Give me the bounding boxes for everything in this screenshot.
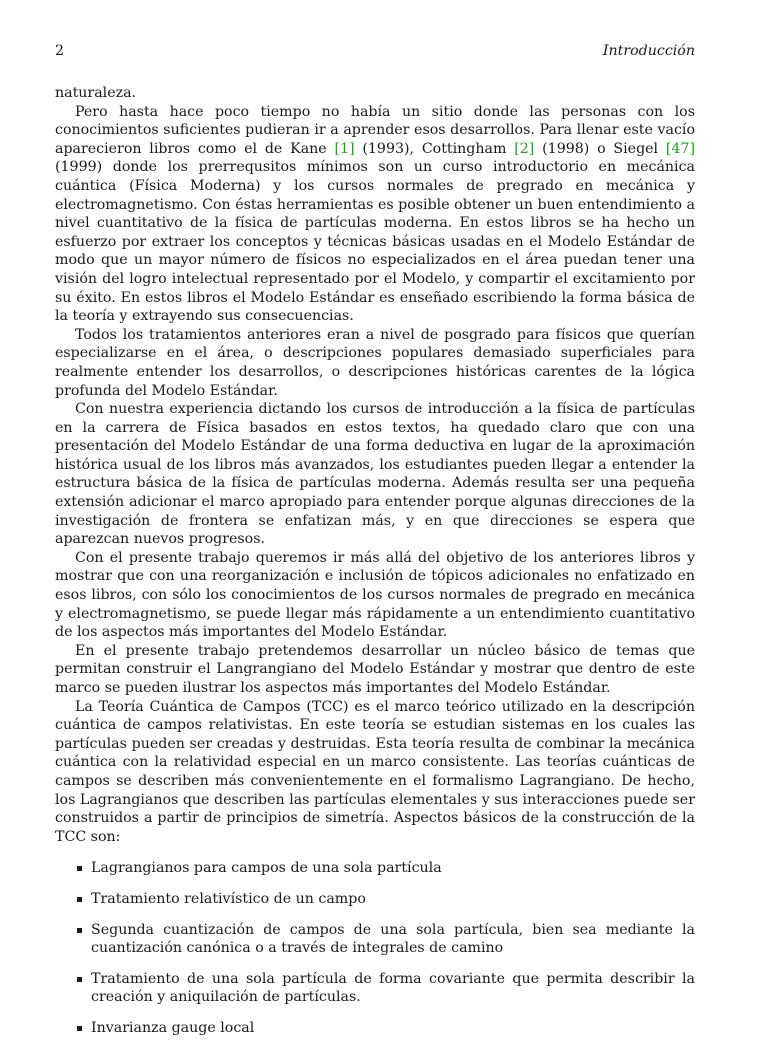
paragraph xyxy=(55,326,695,400)
paragraph xyxy=(55,84,695,103)
bullet-icon xyxy=(77,1026,82,1031)
list-item-text: Tratamiento de una sola partícula de forma covariante que permita describir la creación y aniquilación de partículas. xyxy=(91,970,695,1006)
list-item-text: Lagrangianos para campos de una sola partícula xyxy=(91,860,442,877)
paragraph-text: La Teoría Cuántica de Campos (TCC) es el marco teórico utilizado en la descripción cuántica de campos relativistas. En este teoría se estudian sistemas en los cuales las partículas pueden ser creadas y destruidas. Esta teoría resulta de combinar la mecánica cuántica con la relatividad especial en un marco consistente. Las teorías cuánticas de campos se describen más convenientemente en el formalismo Lagrangiano. De hecho, los Lagrangianos que describen las partículas elementales y sus interacciones puede ser construidos a partir de principios de simetría. Aspectos básicos de la construcción de la TCC son: xyxy=(55,698,695,845)
paragraph-text: Pero hasta hace poco tiempo no había un sitio donde las personas con los conocimientos suficientes pudieran ir a aprender esos desarrollos. Para llenar este vacío aparecieron libros como el de Kane xyxy=(55,103,695,157)
paragraph-text: (1999) donde los prerrequsitos mínimos son un curso introductorio en mecánica cuántica (Física Moderna) y los cursos normales de pregrado en mecánica y electromagnetismo. Con éstas herramientas es posible obtener un buen entendimiento a nivel cuantitativo de la física de partículas moderna. En estos libros se ha hecho un esfuerzo por extraer los conceptos y técnicas básicas usadas en el Modelo Estándar de modo que un mayor número de físicos no especializados en el área puedan tener una visión del logro intelectual representado por el Modelo, y compartir el excitamiento por su éxito. En estos libros el Modelo Estándar es enseñado escribiendo la forma básica de la teoría y extrayendo sus consecuencias. xyxy=(55,159,695,325)
paragraph xyxy=(55,400,695,549)
list-item xyxy=(91,890,695,909)
citation-link[interactable]: [1] xyxy=(334,140,355,157)
paragraph xyxy=(55,642,695,698)
list-item-text: Invarianza gauge local xyxy=(91,1019,255,1036)
paragraph xyxy=(55,549,695,642)
paragraph-text: Con el presente trabajo queremos ir más allá del objetivo de los anteriores libros y mostrar que con una reorganización e inclusión de tópicos adicionales no enfatizado en esos libros, con sólo los conocimientos de los cursos normales de pregrado en mecánica y electromagnetismo, se puede llegar más rápidamente a un entendimiento cuantitativo de los aspectos más importantes del Modelo Estándar. xyxy=(55,549,695,641)
citation-link[interactable]: [47] xyxy=(665,140,695,157)
paragraph-text: Todos los tratamientos anteriores eran a nivel de posgrado para físicos que querían especializarse en el área, o descripciones populares demasiado superficiales para realmente entender los desarrollos, o descripciones históricas carentes de la lógica profunda del Modelo Estándar. xyxy=(55,326,695,399)
chapter-title: Introducción xyxy=(602,43,695,59)
paragraph-text: naturaleza. xyxy=(55,85,137,101)
list-item-text: Segunda cuantización de campos de una sola partícula, bien sea mediante la cuantización canónica o a través de integrales de camino xyxy=(91,921,695,957)
bullet-icon xyxy=(77,897,82,902)
list-item xyxy=(91,970,695,1007)
list-item xyxy=(91,921,695,958)
list-item-text: Tratamiento relativístico de un campo xyxy=(91,890,366,907)
paragraph xyxy=(55,698,695,847)
bullet-icon xyxy=(77,928,82,933)
bullet-list xyxy=(55,859,695,1037)
paragraph-text: Con nuestra experiencia dictando los cursos de introducción a la física de partículas en la carrera de Física basados en estos textos, ha quedado claro que con una presentación del Modelo Estándar de una forma deductiva en lugar de la aproximación histórica usual de los libros más avanzados, los estudiantes pueden llegar a entender la estructura básica de la física de partículas moderna. Además resulta ser una pequeña extensión adicionar el marco apropiado para entender porque algunas direcciones de la investigación de frontera se enfatizan más, y en que direcciones se espera que aparezcan nuevos progresos. xyxy=(55,401,695,548)
running-header xyxy=(55,43,695,63)
paragraph-text: (1993), Cottingham xyxy=(354,140,515,157)
bullet-icon xyxy=(77,866,82,871)
paragraph xyxy=(55,103,695,326)
paragraph-text: (1998) o Siegel xyxy=(534,140,666,157)
citation-link[interactable]: [2] xyxy=(514,140,535,157)
page-number: 2 xyxy=(55,43,65,59)
page xyxy=(55,43,695,1050)
bullet-icon xyxy=(77,977,82,982)
paragraph-text: En el presente trabajo pretendemos desarrollar un núcleo básico de temas que permitan construir el Langrangiano del Modelo Estándar y mostrar que dentro de este marco se pueden ilustrar los aspectos más importantes del Modelo Estándar. xyxy=(55,642,695,696)
list-item xyxy=(91,1019,695,1038)
body-text xyxy=(55,84,695,1038)
list-item xyxy=(91,859,695,878)
